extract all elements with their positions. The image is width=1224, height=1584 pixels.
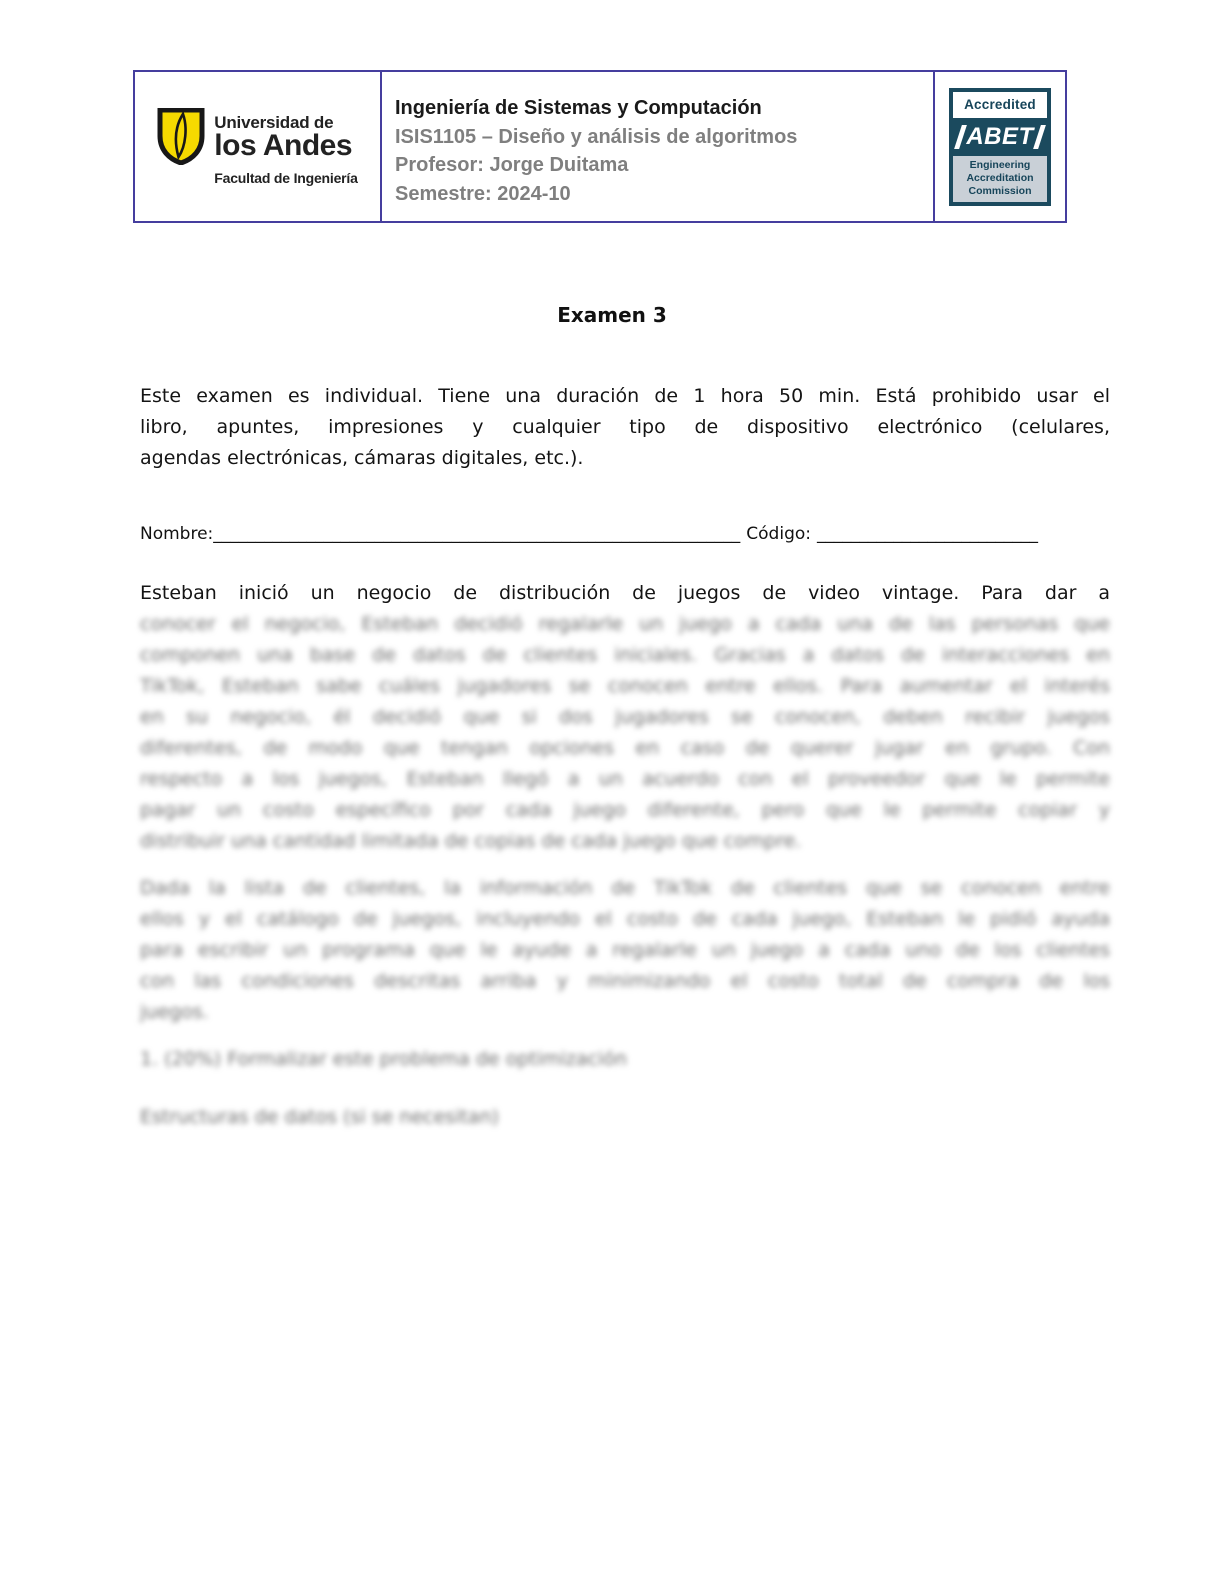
name-label: Nombre: — [140, 524, 214, 544]
problem-paragraph-1 — [140, 578, 1110, 857]
instructions-line: Este examen es individual. Tiene una duración de 1 hora 50 min. Está prohibido usar el — [140, 385, 1110, 407]
abet-cell — [935, 72, 1065, 221]
code-label: Código: — [746, 524, 811, 544]
abet-commission-line: Accreditation — [966, 172, 1034, 184]
problem-intro-line: Esteban inició un negocio de distribución de juegos de video vintage. Para dar a — [140, 582, 1110, 604]
abet-logo-text: ABET — [966, 122, 1034, 150]
abet-accredited-band — [953, 92, 1047, 118]
blurred-text-line: para escribir un programa que le ayude a regalarle un juego a cada uno de los clientes — [140, 939, 1110, 961]
blurred-text-line: ellos y el catálogo de juegos, incluyendo el costo de cada juego, Esteban le pidió ayuda — [140, 908, 1110, 930]
blurred-text-line: distribuir una cantidad limitada de copias de cada juego que compre. — [140, 830, 802, 852]
accredited-label: Accredited — [964, 97, 1036, 112]
problem-paragraph-2 — [140, 873, 1110, 1028]
semester-label: Semestre: 2024-10 — [395, 182, 571, 205]
name-blank-field: ______________________________________________________________ — [213, 524, 741, 544]
blurred-text-line: respecto a los juegos, Esteban llegó a un acuerdo con el proveedor que le permite — [140, 768, 1110, 790]
header-table — [133, 70, 1067, 223]
exam-title: Examen 3 — [557, 303, 667, 327]
department-title: Ingeniería de Sistemas y Computación — [395, 97, 762, 119]
code-blank-field: __________________________ — [817, 524, 1038, 544]
course-info-cell — [382, 72, 935, 221]
abet-slash-right-icon — [1033, 125, 1046, 149]
abet-accreditation-badge — [949, 88, 1051, 206]
question-1-line — [140, 1044, 1110, 1075]
instructions-line: libro, apuntes, impresiones y cualquier tipo de dispositivo electrónico (celulares, — [140, 416, 1110, 438]
uniandes-logo-text — [214, 112, 358, 186]
course-code: ISIS1105 – Diseño y análisis de algoritmos — [395, 125, 798, 148]
name-code-line — [140, 519, 1110, 550]
blurred-text-line: Estructuras de datos (si se necesitan) — [140, 1106, 499, 1128]
instructions-paragraph — [140, 381, 1110, 474]
blurred-text-line: diferentes, de modo que tengan opciones en caso de querer jugar en grupo. Con — [140, 737, 1110, 759]
university-logo-cell — [135, 72, 382, 221]
university-name-line2: los Andes — [214, 128, 353, 162]
abet-commission-line: Engineering — [969, 159, 1031, 171]
abet-commission-line: Commission — [968, 185, 1032, 197]
blurred-text-line: componen una base de datos de clientes iniciales. Gracias a datos de interacciones en — [140, 644, 1110, 666]
uniandes-logo — [157, 108, 357, 186]
abet-logo-band — [953, 118, 1047, 156]
blurred-text-line: pagar un costo específico por cada juego diferente, pero que le permite copiar y — [140, 799, 1110, 821]
blurred-text-line: TikTok, Esteban sabe cuáles jugadores se conocen entre ellos. Para aumentar el interés — [140, 675, 1110, 697]
faculty-name: Facultad de Ingeniería — [214, 169, 358, 186]
blurred-text-line: con las condiciones descritas arriba y minimizando el costo total de compra de los — [140, 970, 1110, 992]
abet-commission-band — [953, 156, 1047, 202]
university-name-line1: Universidad de — [214, 112, 334, 132]
blurred-text-line: conocer el negocio, Esteban decidió regalarle un juego a cada una de las personas que — [140, 613, 1110, 635]
blurred-text-line: en su negocio, él decidió que si dos jugadores se conocen, deben recibir juegos — [140, 706, 1110, 728]
uniandes-shield-icon — [157, 108, 205, 165]
instructions-line: agendas electrónicas, cámaras digitales, etc.). — [140, 447, 584, 469]
professor-name: Profesor: Jorge Duitama — [395, 154, 629, 176]
blurred-text-line: juegos. — [140, 1001, 209, 1023]
blurred-text-line: 1. (20%) Formalizar este problema de optimización — [140, 1048, 627, 1070]
blurred-text-line: Dada la lista de clientes, la información de TikTok de clientes que se conocen entre — [140, 877, 1110, 899]
data-structures-note — [140, 1102, 1110, 1133]
